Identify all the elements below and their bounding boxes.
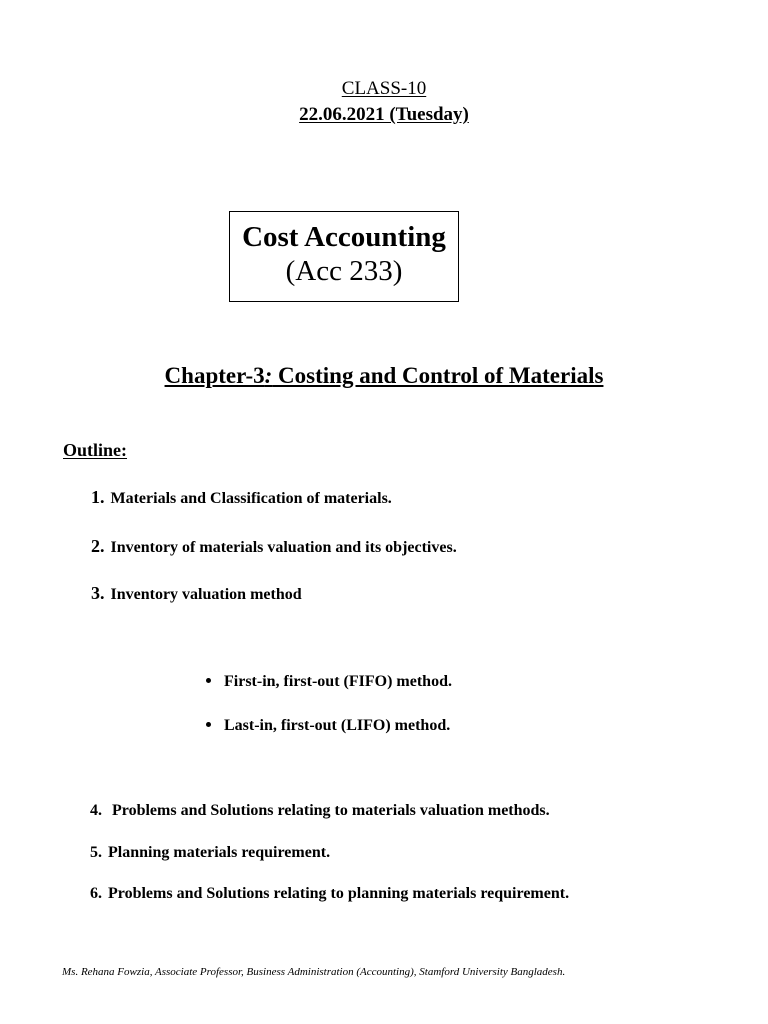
class-heading	[0, 77, 768, 101]
date-label: 22.06.2021 (Tuesday)	[299, 104, 469, 125]
item-number: 1.	[91, 487, 105, 507]
item-number: 5.	[90, 844, 102, 861]
date-heading	[0, 103, 768, 127]
method-text: First-in, first-out (FIFO) method.	[224, 673, 452, 690]
outline-item	[91, 536, 457, 558]
bullet-icon	[206, 722, 211, 727]
footer-credit: Ms. Rehana Fowzia, Associate Professor, Business Administration (Accounting), Stamford University Bangladesh.	[62, 966, 566, 978]
item-number: 3.	[91, 583, 105, 603]
item-number: 4.	[90, 802, 102, 819]
item-text: Problems and Solutions relating to planning materials requirement.	[108, 885, 570, 902]
outline-item	[90, 843, 330, 863]
item-text: Materials and Classification of materials.	[110, 490, 392, 507]
chapter-title: Costing and Control of Materials	[272, 363, 604, 388]
item-number: 2.	[91, 536, 105, 556]
outline-item	[90, 884, 569, 904]
course-title-box	[229, 211, 459, 302]
chapter-heading	[0, 362, 768, 390]
outline-item	[90, 801, 550, 821]
method-bullet	[206, 716, 450, 736]
method-bullet	[206, 672, 452, 692]
outline-item	[91, 583, 302, 605]
chapter-colon: :	[264, 363, 273, 388]
outline-item	[91, 487, 392, 509]
bullet-icon	[206, 678, 211, 683]
item-text: Planning materials requirement.	[108, 844, 331, 861]
chapter-prefix: Chapter-3	[164, 363, 265, 388]
outline-heading: Outline:	[63, 440, 128, 460]
item-text: Inventory of materials valuation and its objectives.	[110, 539, 457, 556]
course-title: Cost Accounting	[242, 221, 446, 253]
item-number: 6.	[90, 885, 102, 902]
item-text: Inventory valuation method	[110, 586, 302, 603]
item-text: Problems and Solutions relating to materials valuation methods.	[112, 802, 550, 819]
class-label: CLASS-10	[341, 78, 427, 99]
course-code: (Acc 233)	[285, 255, 403, 287]
method-text: Last-in, first-out (LIFO) method.	[224, 717, 451, 734]
